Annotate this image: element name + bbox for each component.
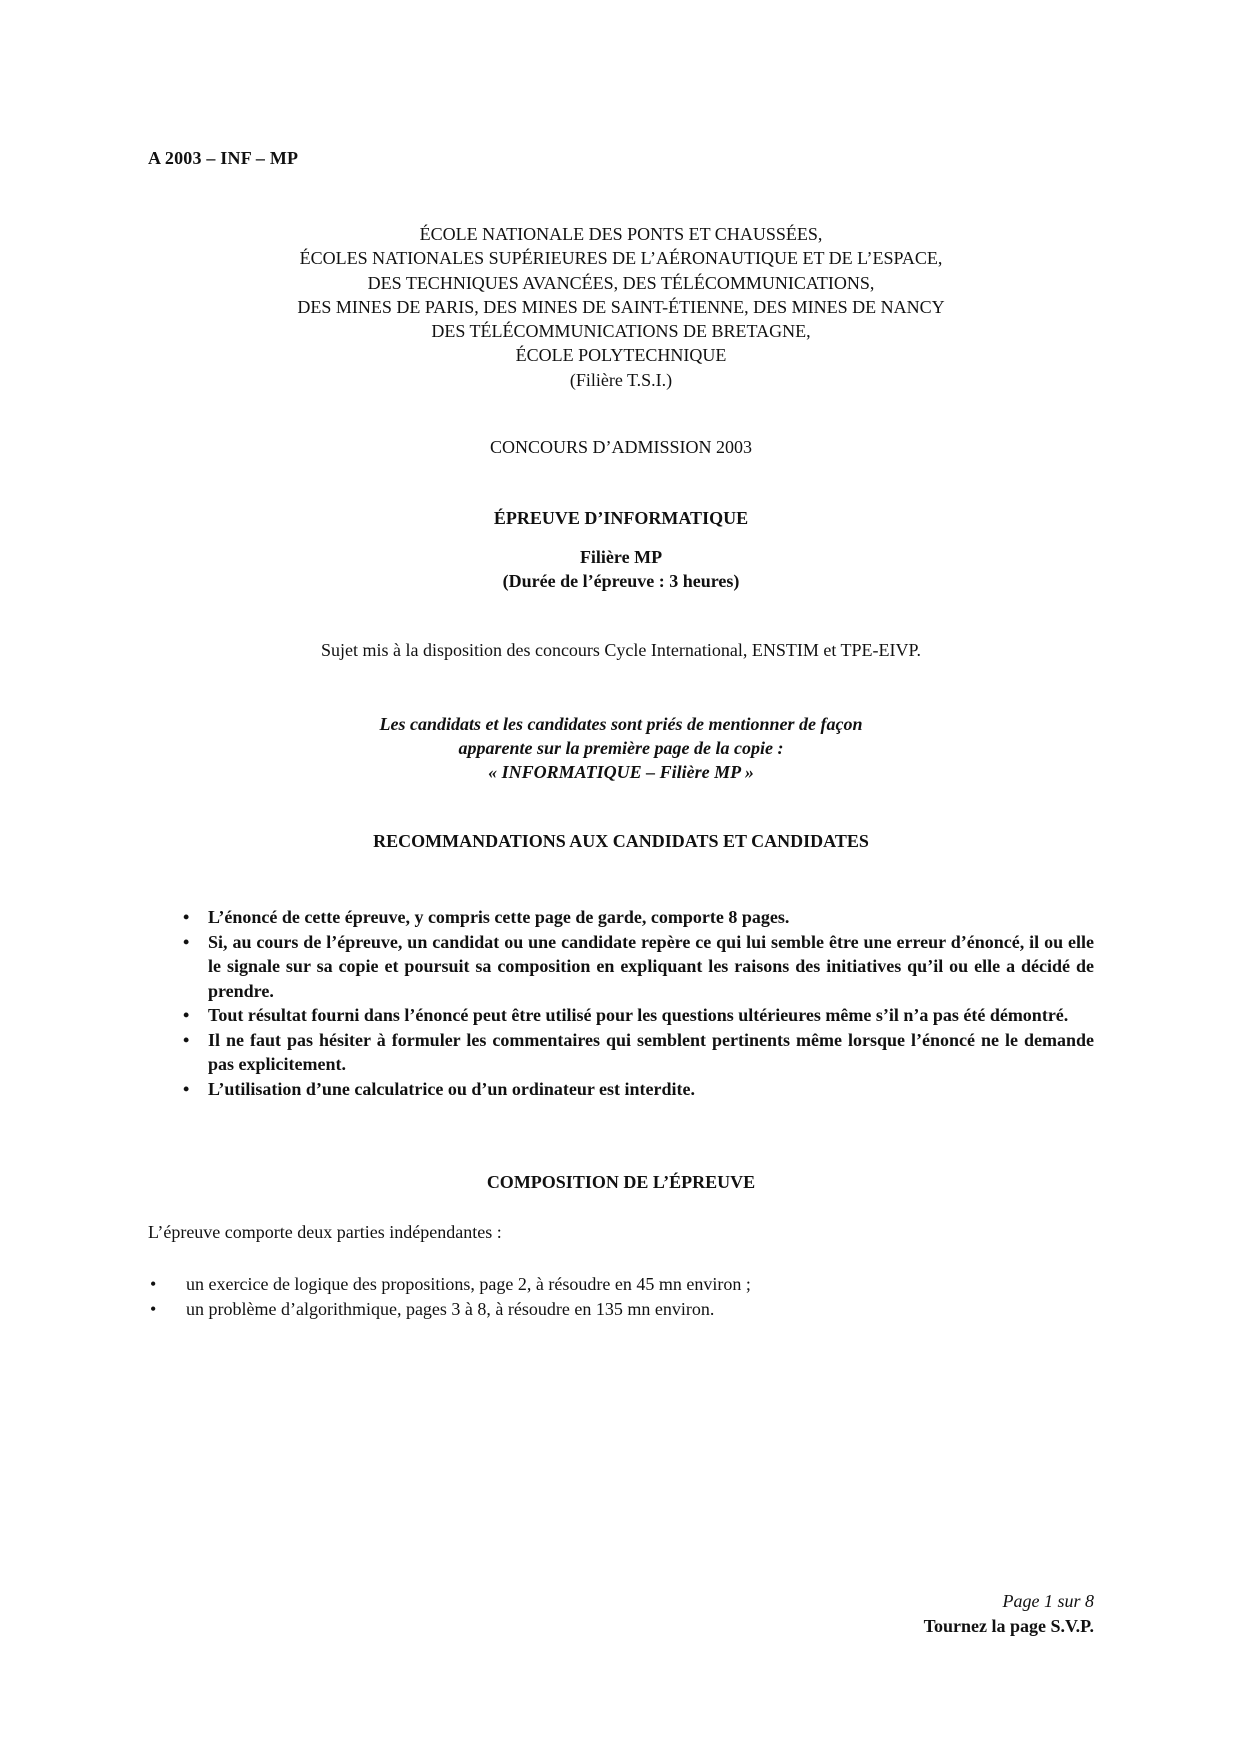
list-item: [148, 1297, 751, 1322]
bullet-icon: •: [183, 1005, 190, 1025]
filiere-tsi: (Filière T.S.I.): [569, 369, 673, 390]
part-text: un exercice de logique des propositions, page 2, à résoudre en 45 mn environ ;: [186, 1274, 751, 1294]
school-line: DES MINES DE PARIS, DES MINES DE SAINT-ÉTIENNE, DES MINES DE NANCY: [297, 296, 945, 317]
filiere-block: [0, 545, 1242, 593]
recommendation-text: L’énoncé de cette épreuve, y compris cette page de garde, comporte 8 pages.: [208, 907, 790, 927]
parts-list: [148, 1272, 751, 1321]
recommendations-list: [183, 905, 1094, 1101]
notice-line: « INFORMATIQUE – Filière MP »: [488, 762, 754, 782]
part-text: un problème d’algorithmique, pages 3 à 8, à résoudre en 135 mn environ.: [186, 1298, 715, 1319]
recommendation-text: Si, au cours de l’épreuve, un candidat ou une candidate repère ce qui lui semble être une erreur d’énoncé, il ou elle le signale sur sa copie et poursuit sa composition en expliquant les raisons des initiatives qu’il ou elle a décidé de prendre.: [208, 931, 1094, 1001]
school-line: ÉCOLES NATIONALES SUPÉRIEURES DE L’AÉRONAUTIQUE ET DE L’ESPACE,: [299, 248, 943, 269]
school-line: DES TÉLÉCOMMUNICATIONS DE BRETAGNE,: [431, 321, 811, 342]
bullet-icon: •: [150, 1298, 157, 1319]
list-item: [183, 930, 1094, 1004]
recommendation-text: L’utilisation d’une calculatrice ou d’un ordinateur est interdite.: [208, 1078, 696, 1099]
exam-reference: A 2003 – INF – MP: [148, 148, 299, 168]
list-item: [148, 1272, 751, 1297]
school-line: DES TECHNIQUES AVANCÉES, DES TÉLÉCOMMUNICATIONS,: [367, 272, 875, 293]
bullet-icon: •: [183, 931, 190, 952]
epreuve-title: ÉPREUVE D’INFORMATIQUE: [493, 508, 749, 528]
page-number: Page 1 sur 8: [1002, 1591, 1094, 1611]
schools-list: [0, 222, 1242, 392]
school-line: ÉCOLE NATIONALE DES PONTS ET CHAUSSÉES,: [419, 224, 823, 244]
recommendation-text: Tout résultat fourni dans l’énoncé peut être utilisé pour les questions ultérieures même s’il n’a pas été démontré.: [208, 1005, 1069, 1025]
bullet-icon: •: [183, 1029, 190, 1050]
concours-title: CONCOURS D’ADMISSION 2003: [489, 437, 753, 457]
sujet-statement: Sujet mis à la disposition des concours Cycle International, ENSTIM et TPE-EIVP.: [320, 640, 922, 660]
recommendations-title: RECOMMANDATIONS AUX CANDIDATS ET CANDIDATES: [373, 831, 869, 851]
list-item: [183, 1003, 1094, 1028]
notice-line: apparente sur la première page de la copie :: [458, 738, 784, 758]
recommendation-text: Il ne faut pas hésiter à formuler les commentaires qui semblent pertinents même lorsque l’énoncé ne le demande pas explicitement.: [208, 1029, 1094, 1074]
composition-intro: L’épreuve comporte deux parties indépendantes :: [148, 1222, 502, 1242]
school-line: ÉCOLE POLYTECHNIQUE: [515, 345, 727, 366]
bullet-icon: •: [183, 1078, 190, 1099]
list-item: [183, 1028, 1094, 1077]
notice-line: Les candidats et les candidates sont priés de mentionner de façon: [379, 714, 863, 734]
composition-title: COMPOSITION DE L’ÉPREUVE: [486, 1172, 756, 1192]
turn-page-note: Tournez la page S.V.P.: [923, 1616, 1094, 1636]
copy-notice: [0, 712, 1242, 784]
list-item: [183, 1077, 1094, 1102]
filiere-label: Filière MP: [579, 547, 663, 567]
bullet-icon: •: [150, 1274, 157, 1294]
bullet-icon: •: [183, 907, 190, 927]
duree-label: (Durée de l’épreuve : 3 heures): [502, 571, 740, 591]
list-item: [183, 905, 1094, 930]
